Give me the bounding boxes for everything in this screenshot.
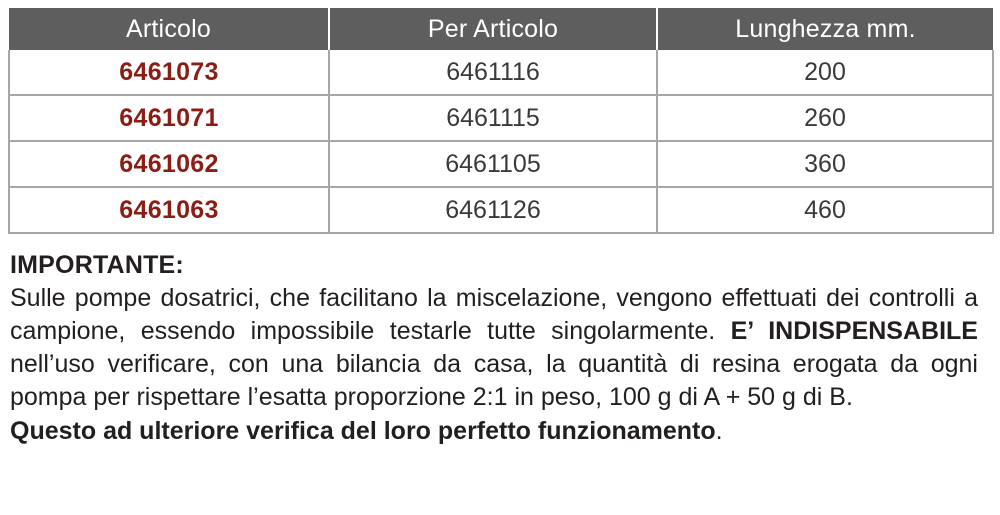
notes-footer-bold: Questo ad ulteriore verifica del loro perfetto funzionamento xyxy=(10,417,716,445)
cell-per-articolo: 6461105 xyxy=(329,141,657,187)
notes-footer-tail: . xyxy=(715,417,723,445)
column-header-articolo: Articolo xyxy=(9,8,329,50)
cell-articolo: 6461062 xyxy=(9,141,329,187)
notes-paragraph-emphasis: E’ INDISPENSABILE xyxy=(730,317,978,345)
column-header-per-articolo: Per Articolo xyxy=(329,8,657,50)
notes-paragraph-part2: nell’uso verificare, con una bilancia da casa, la quantità di resina erogata da ogni pompa per rispettare l’esatta proporzione 2:1 in peso, 100 g di A + 50 g di B. xyxy=(10,350,978,411)
table-row xyxy=(9,187,993,233)
spec-table-container xyxy=(8,8,992,234)
table-row xyxy=(9,95,993,141)
table-body xyxy=(9,50,993,233)
cell-articolo: 6461073 xyxy=(9,50,329,95)
notes-paragraph-part1: Sulle pompe dosatrici, che facilitano la miscelazione, vengono effettuati dei controlli a campione, essendo impossibile testarle tutte singolarmente. xyxy=(10,284,978,345)
notes-heading: IMPORTANTE: xyxy=(10,251,184,279)
table-header-row xyxy=(9,8,993,50)
table-row xyxy=(9,50,993,95)
notes-paragraph xyxy=(10,282,978,414)
table-row xyxy=(9,141,993,187)
cell-articolo: 6461071 xyxy=(9,95,329,141)
important-notes xyxy=(10,248,988,448)
cell-per-articolo: 6461126 xyxy=(329,187,657,233)
cell-articolo: 6461063 xyxy=(9,187,329,233)
cell-per-articolo: 6461116 xyxy=(329,50,657,95)
spec-table xyxy=(8,8,994,234)
column-header-lunghezza: Lunghezza mm. xyxy=(657,8,993,50)
cell-lunghezza: 360 xyxy=(657,141,993,187)
table-header xyxy=(9,8,993,50)
cell-lunghezza: 460 xyxy=(657,187,993,233)
notes-footer xyxy=(10,414,988,448)
cell-lunghezza: 260 xyxy=(657,95,993,141)
cell-lunghezza: 200 xyxy=(657,50,993,95)
cell-per-articolo: 6461115 xyxy=(329,95,657,141)
